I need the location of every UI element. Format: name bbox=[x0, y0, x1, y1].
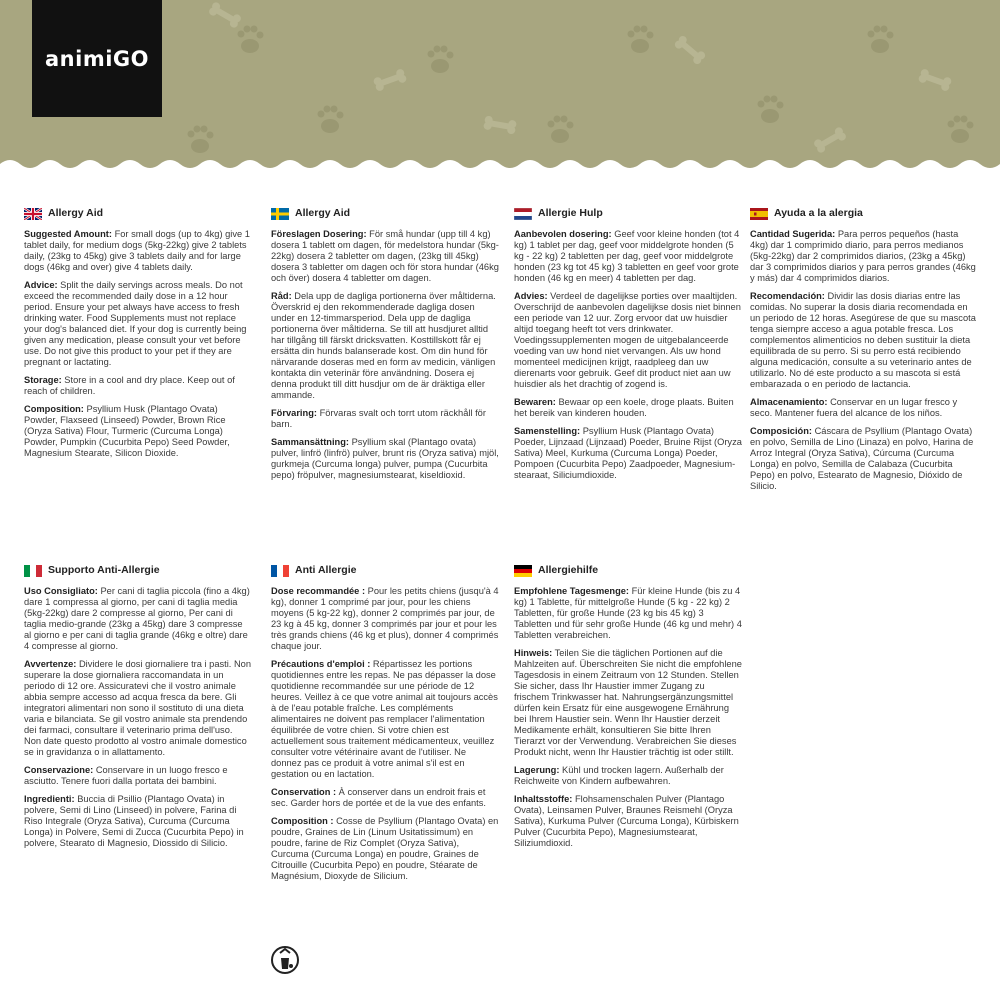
storage-text: Conservar en un lugar fresco y seco. Mantener fuera del alcance de los niños. bbox=[750, 397, 958, 418]
france-flag-icon bbox=[271, 565, 289, 577]
storage-text: Store in a cool and dry place. Keep out of reach of children. bbox=[24, 375, 235, 396]
composition-paragraph bbox=[514, 794, 742, 849]
recycling-icon bbox=[270, 945, 300, 975]
advice-label: Recomendación: bbox=[750, 291, 825, 301]
advice-label: Råd: bbox=[271, 291, 292, 301]
storage-label: Förvaring: bbox=[271, 408, 317, 418]
composition-label: Inhaltsstoffe: bbox=[514, 794, 573, 804]
section-dutch bbox=[514, 207, 742, 488]
advice-label: Advice: bbox=[24, 280, 58, 290]
composition-text: Psyllium Husk (Plantago Ovata) Poeder, Lijnzaad (Lijnzaad) Poeder, Bruine Rijst (Oryza Sativa) Meel, Kurkuma (Curcuma Longa) Poeder, Pompoen (Cucurbita Pepo) Zaadpoeder, Magnesium-stearaat, Siliciumdioxide. bbox=[514, 426, 742, 480]
storage-label: Lagerung: bbox=[514, 765, 560, 775]
logo-text: animiGO bbox=[45, 46, 149, 71]
header-banner bbox=[0, 0, 1000, 190]
composition-label: Samenstelling: bbox=[514, 426, 581, 436]
uk-flag-icon bbox=[24, 208, 42, 220]
storage-text: Bewaar op een koele, droge plaats. Buiten het bereik van kinderen houden. bbox=[514, 397, 734, 418]
advice-paragraph bbox=[750, 291, 978, 390]
advice-label: Advies: bbox=[514, 291, 548, 301]
dosage-paragraph bbox=[514, 229, 742, 284]
storage-text: Kühl und trocken lagern. Außerhalb der Reichweite von Kindern aufbewahren. bbox=[514, 765, 724, 786]
advice-label: Hinweis: bbox=[514, 648, 553, 658]
dosage-paragraph bbox=[271, 229, 499, 284]
dosage-label: Empfohlene Tagesmenge: bbox=[514, 586, 630, 596]
composition-text: Cosse de Psyllium (Plantago Ovata) en poudre, Graines de Lin (Linum Usitatissimum) en poudre, farine de Riz Complet (Oryza Sativa), Curcuma (Curcuma Longa) en poudre, Graines de Citrouille (Cucurbita Pepo) en poudre, Stéarate de Magnésium, Dioxyde de Silicium. bbox=[271, 816, 499, 881]
advice-label: Avvertenze: bbox=[24, 659, 77, 669]
composition-paragraph bbox=[750, 426, 978, 492]
section-title: Allergy Aid bbox=[48, 207, 104, 219]
section-title: Supporto Anti-Allergie bbox=[48, 564, 160, 576]
storage-paragraph bbox=[24, 375, 252, 397]
composition-label: Composición: bbox=[750, 426, 812, 436]
composition-paragraph bbox=[271, 437, 499, 481]
dosage-paragraph bbox=[24, 229, 252, 273]
storage-paragraph bbox=[271, 787, 499, 809]
section-title: Allergie Hulp bbox=[538, 207, 603, 219]
dosage-label: Uso Consigliato: bbox=[24, 586, 98, 596]
advice-text: Verdeel de dagelijkse porties over maaltijden. Overschrijd de aanbevolen dagelijkse dosis niet binnen een periode van 12 uur. Zorg ervoor dat uw huisdier altijd toegang heeft tot vers drinkwater. Voedingssupplementen mogen de uitgebalanceerde voeding van uw hond niet vervangen. Als uw hond momenteel medicijnen krijgt, raadpleeg dan uw dierenarts voor gebruik. Geef dit product niet aan uw huisdier als het drachtig of zogend is. bbox=[514, 291, 741, 389]
composition-label: Composition : bbox=[271, 816, 334, 826]
germany-flag-icon bbox=[514, 565, 532, 577]
storage-paragraph bbox=[24, 765, 252, 787]
storage-label: Conservation : bbox=[271, 787, 337, 797]
dosage-label: Suggested Amount: bbox=[24, 229, 112, 239]
composition-text: Psyllium Husk (Plantago Ovata) Powder, Flaxseed (Linseed) Powder, Brown Rice (Oryza Sativa) Flour, Turmeric (Curcuma Longa) Powder, Pumpkin (Cucurbita Pepo) Seed Powder, Magnesium Stearate, Silicon Dioxide. bbox=[24, 404, 230, 458]
advice-paragraph bbox=[24, 280, 252, 368]
italy-flag-icon bbox=[24, 565, 42, 577]
dosage-label: Aanbevolen dosering: bbox=[514, 229, 612, 239]
composition-text: Cáscara de Psyllium (Plantago Ovata) en polvo, Semilla de Lino (Linaza) en polvo, Harina de Arroz Integral (Oryza Sativa), Cúrcuma (Curcuma Longa) en polvo, Semilla de Calabaza (Cucurbita Pepo) en polvo, Estearato de Magnesio, Dióxido de Silicio. bbox=[750, 426, 974, 491]
dosage-text: For small dogs (up to 4kg) give 1 tablet daily, for medium dogs (5kg-22kg) give 2 tablets daily, (23kg to 45kg) give 3 tablets daily and for large dogs (46kg and over) give 4 tablets daily. bbox=[24, 229, 250, 272]
storage-text: À conserver dans un endroit frais et sec. Garder hors de portée et de la vue des enfants. bbox=[271, 787, 486, 808]
advice-paragraph bbox=[271, 291, 499, 401]
advice-paragraph bbox=[24, 659, 252, 758]
advice-paragraph bbox=[271, 659, 499, 780]
section-title: Anti Allergie bbox=[295, 564, 357, 576]
composition-label: Composition: bbox=[24, 404, 84, 414]
composition-paragraph bbox=[514, 426, 742, 481]
advice-paragraph bbox=[514, 291, 742, 390]
composition-paragraph bbox=[24, 794, 252, 849]
section-spanish bbox=[750, 207, 978, 499]
section-title: Allergy Aid bbox=[295, 207, 351, 219]
section-title: Allergiehilfe bbox=[538, 564, 599, 576]
section-title: Ayuda a la alergia bbox=[774, 207, 863, 219]
dosage-paragraph bbox=[24, 586, 252, 652]
section-heading bbox=[271, 207, 499, 220]
netherlands-flag-icon bbox=[514, 208, 532, 220]
dosage-label: Cantidad Sugerida: bbox=[750, 229, 836, 239]
spain-flag-icon bbox=[750, 208, 768, 220]
dosage-text: Geef voor kleine honden (tot 4 kg) 1 tablet per dag, geef voor middelgrote honden (5 kg - 22 kg) 2 tabletten per dag, geef voor middelgrote honden (23 kg tot 45 kg) 3 tabletten en geef voor grote honden (46 kg en meer) 4 tabletten per dag. bbox=[514, 229, 740, 283]
section-english bbox=[24, 207, 252, 466]
advice-text: Dela upp de dagliga portionerna över måltiderna. Överskrid ej den rekommenderade dagliga dosen under en 12-timmarsperiod. Dela upp de dagliga portionerna över måltiderna. Se till att husdjuret alltid har tillgång till färskt dricksvatten. Kosttillskott får ej ersätta din hunds balanserade kost. Om din hund för närvarande doseras med en form av medicin, vänligen kontakta din veterinär före användning. Dosera ej denna produkt till ditt husdjur om de är dräktiga eller ammande. bbox=[271, 291, 496, 400]
composition-paragraph bbox=[24, 404, 252, 459]
section-heading bbox=[514, 564, 742, 577]
storage-paragraph bbox=[271, 408, 499, 430]
advice-text: Dividere le dosi giornaliere tra i pasti. Non superare la dose giornaliera raccomandata in un periodo di 12 ore. Assicuratevi che il vostro animale abbia sempre accesso ad acqua fresca da bere. Gli integratori alimentari non sono il sostituto di una dieta varia e bilanciata. Se gil vostro animale sta prendendo dei farmaci, consultare il veterinario prima dell'uso. Non date questo prodotto al vostro animale domestico se in gravidanza o in allattamento. bbox=[24, 659, 252, 757]
storage-paragraph bbox=[750, 397, 978, 419]
dosage-text: Para perros pequeños (hasta 4kg) dar 1 comprimido diario, para perros medianos (5kg-22kg) dar 2 comprimidos diarios, (23kg a 45kg) dar 3 comprimidos diarios y para perros grandes (46kg y más) dar 4 comprimidos diarios. bbox=[750, 229, 976, 283]
section-heading bbox=[750, 207, 978, 220]
section-italian bbox=[24, 564, 252, 856]
storage-label: Almacenamiento: bbox=[750, 397, 828, 407]
advice-text: Répartissez les portions quotidiennes entre les repas. Ne pas dépasser la dose quotidienne recommandée sur une période de 12 heures. Veillez à ce que votre animal ait toujours accès à de l'eau potable fraîche. Les compléments alimentaires ne doivent pas remplacer l'alimentation équilibrée de votre chien. Si votre chien est actuellement sous traitement médicamenteux, veuillez consulter votre vétérinaire avant de l'utiliser. Ne donnez pas ce produit à votre animal s'il est en gestation ou en lactation. bbox=[271, 659, 498, 779]
section-swedish bbox=[271, 207, 499, 488]
section-french bbox=[271, 564, 499, 889]
section-german bbox=[514, 564, 742, 856]
composition-text: Buccia di Psillio (Plantago Ovata) in polvere, Semi di Lino (Linseed) in polvere, Farina di Riso Integrale (Oryza Sativa), Curcuma (Curcuma Longa) in Polvere, Semi di Zucca (Cucurbita Pepo) in polvere, Stearato di Magnesio, Diossido di Silicio. bbox=[24, 794, 244, 848]
composition-text: Flohsamenschalen Pulver (Plantago Ovata), Leinsamen Pulver, Braunes Reismehl (Oryza Sativa), Kurkuma Pulver (Curcuma Longa), Kürbiskern Pulver (Cucurbita Pepo), Magnesiumstearat, Siliziumdioxid. bbox=[514, 794, 739, 848]
advice-label: Précautions d'emploi : bbox=[271, 659, 371, 669]
advice-paragraph bbox=[514, 648, 742, 758]
sweden-flag-icon bbox=[271, 208, 289, 220]
section-heading bbox=[271, 564, 499, 577]
dosage-text: Für kleine Hunde (bis zu 4 kg) 1 Tablette, für mittelgroße Hunde (5 kg - 22 kg) 2 Tabletten, für große Hunde (23 kg bis 45 kg) 3 Tabletten und für sehr große Hunde (46 kg und mehr) 4 Tabletten verabreichen. bbox=[514, 586, 742, 640]
composition-label: Sammansättning: bbox=[271, 437, 350, 447]
storage-label: Bewaren: bbox=[514, 397, 556, 407]
advice-text: Teilen Sie die täglichen Portionen auf die Mahlzeiten auf. Überschreiten Sie nicht die empfohlene Tagesdosis in einem Zeitraum von 12 Stunden. Stellen Sie sicher, dass Ihr Haustier immer Zugang zu frischem Trinkwasser hat. Nahrungsergänzungsmittel dürfen kein Ersatz für eine ausgewogene Ernährung bei Ihrem Haustier sein. Wenn Ihr Haustier derzeit Medikamente erhält, konsultieren Sie bitte Ihren Tierarzt vor der Verwendung. Verabreichen Sie dieses Produkt nicht, wenn Ihr Haustier trächtig ist oder stillt. bbox=[514, 648, 742, 757]
advice-text: Dividir las dosis diarias entre las comidas. No superar la dosis diaria recomendada en un periodo de 12 horas. Asegúrese de que su mascota tenga siempre acceso a agua potable fresca. Los complementos alimenticios no deben sustituir la dieta equilibrada de su perro. Si su perro está recibiendo alguna medicación, consulte a su veterinario antes de utilizarlo. No dé este producto a su mascota si está embarazada o en periodo de lactancia. bbox=[750, 291, 976, 389]
advice-text: Split the daily servings across meals. Do not exceed the recommended daily dose in a 12 hour period. Ensure your pet always have access to fresh drinking water. Food Supplements must not replace your dog's balanced diet. If your dog is currently being given any medication, please consult your vet before use. Do not give this product to your pet if they are pregnant or lactating. bbox=[24, 280, 247, 367]
dosage-label: Föreslagen Dosering: bbox=[271, 229, 367, 239]
storage-text: Förvaras svalt och torrt utom räckhåll för barn. bbox=[271, 408, 486, 429]
dosage-paragraph bbox=[514, 586, 742, 641]
section-heading bbox=[24, 564, 252, 577]
composition-text: Psyllium skal (Plantago ovata) pulver, linfrö (linfrö) pulver, brunt ris (Oryza sativa) mjöl, gurkmeja (Curcuma longa) pulver, pumpa (Cucurbita pepo) fröpulver, magnesiumstearat, kiseldioxid. bbox=[271, 437, 499, 480]
section-heading bbox=[514, 207, 742, 220]
dosage-paragraph bbox=[271, 586, 499, 652]
dosage-text: Pour les petits chiens (jusqu'à 4 kg), donner 1 comprimé par jour, pour les chiens moyens (5 kg-22 kg), donner 2 comprimés par jour, de 23 kg à 45 kg, donner 3 comprimés par jour et pour les très grands chiens (46 kg et plus), donner 4 comprimés chaque jour. bbox=[271, 586, 499, 651]
dosage-text: Per cani di taglia piccola (fino a 4kg) dare 1 compressa al giorno, per cani di taglia media (5kg-22kg) dare 2 compresse al giorno, Per cani di taglia medio-grande (23kg a 45kg) dare 3 compresse al giorno e per cani di taglia grande (46kg e oltre) dare 4 compresse al giorno. bbox=[24, 586, 250, 651]
section-heading bbox=[24, 207, 252, 220]
dosage-text: För små hundar (upp till 4 kg) dosera 1 tablett om dagen, för medelstora hundar (5kg-22kg) dosera 2 tabletter om dagen, (23kg till 45kg) dosera 3 tabletter om dagen och för stora hundar (46kg och över) dosera 4 tabletter om dagen. bbox=[271, 229, 499, 283]
composition-label: Ingredienti: bbox=[24, 794, 75, 804]
dosage-paragraph bbox=[750, 229, 978, 284]
storage-label: Conservazione: bbox=[24, 765, 94, 775]
storage-label: Storage: bbox=[24, 375, 62, 385]
composition-paragraph bbox=[271, 816, 499, 882]
brand-logo bbox=[32, 0, 162, 117]
storage-text: Conservare in un luogo fresco e asciutto. Tenere fuori dalla portata dei bambini. bbox=[24, 765, 228, 786]
storage-paragraph bbox=[514, 397, 742, 419]
dosage-label: Dose recommandée : bbox=[271, 586, 366, 596]
storage-paragraph bbox=[514, 765, 742, 787]
